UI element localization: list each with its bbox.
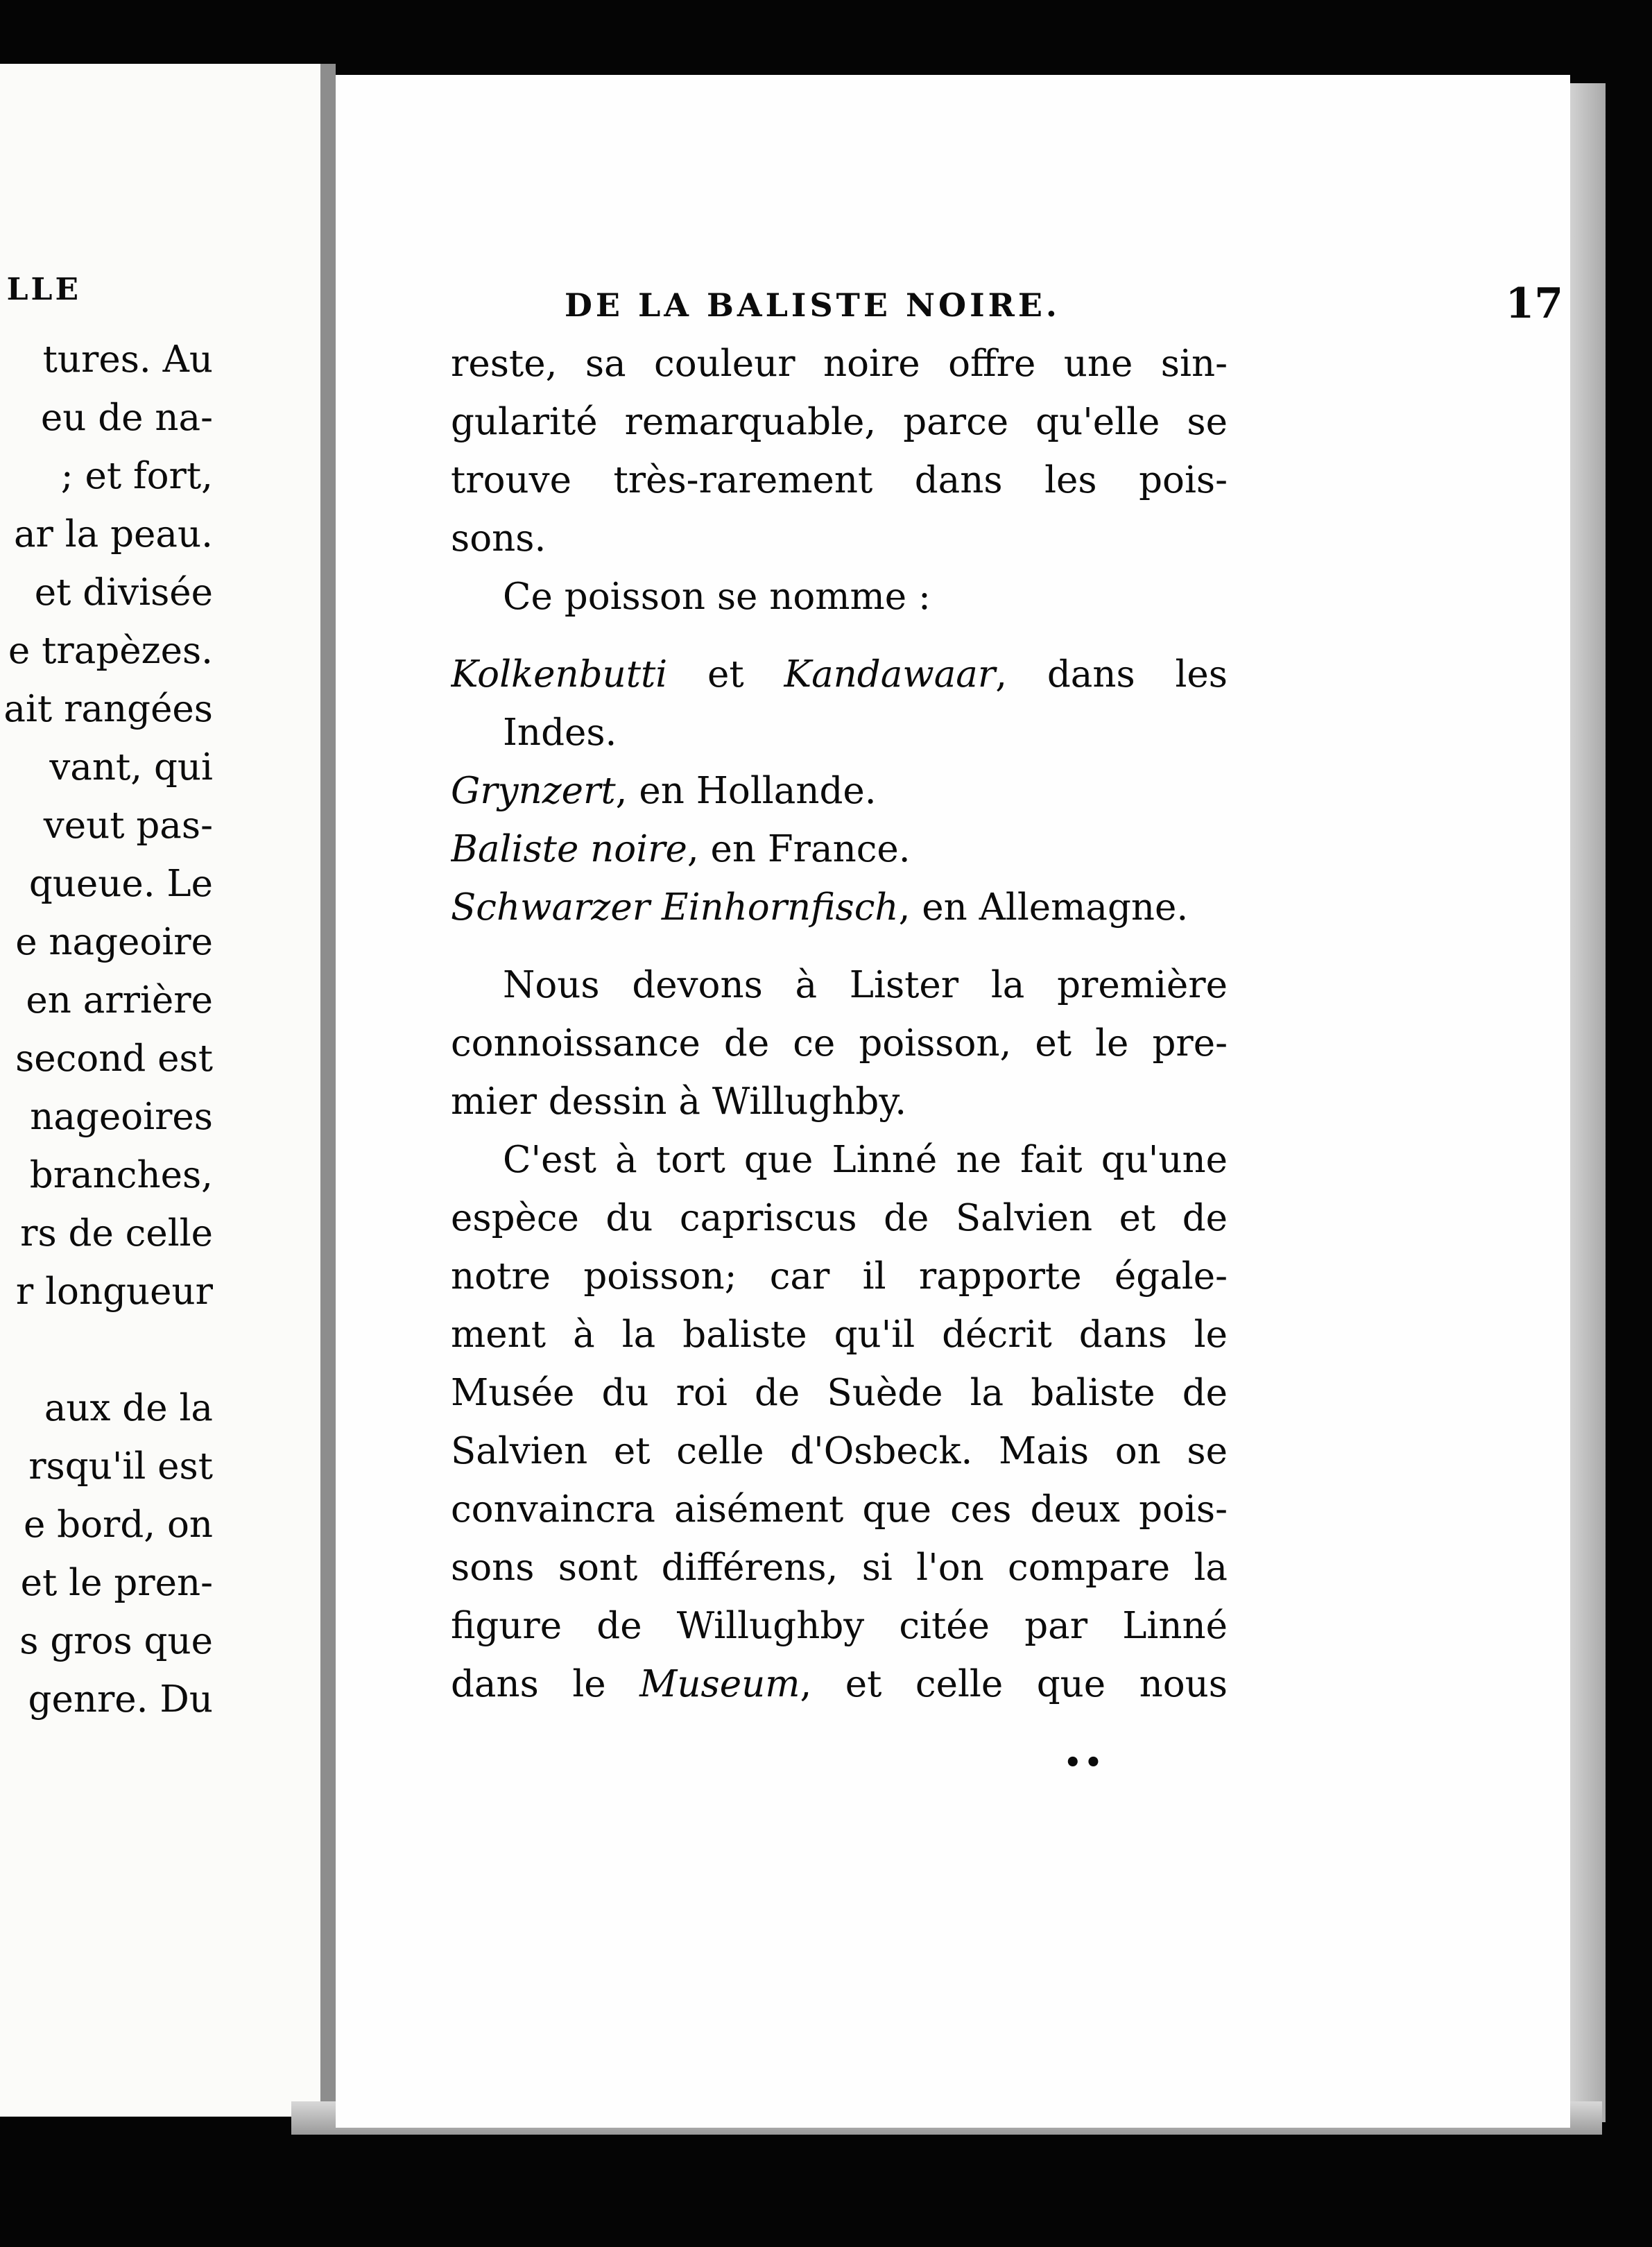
name-region: , en Hollande. — [615, 770, 877, 812]
name-grynzert: Grynzert — [451, 770, 616, 812]
left-line: eu de na- — [40, 397, 213, 439]
left-line: genre. Du — [28, 1678, 213, 1721]
left-line: ait rangées — [3, 688, 213, 730]
name-region-continued: Indes. — [503, 712, 617, 754]
blank-space — [451, 937, 1228, 956]
book-gutter — [320, 64, 336, 2117]
page-number: 17 — [1505, 279, 1563, 328]
text-line: figure de Willughby citée par Linné — [451, 1605, 1228, 1647]
vernacular-name-line — [451, 820, 1228, 879]
left-line: branches, — [29, 1154, 213, 1196]
text-line: ment à la baliste qu'il décrit dans le — [451, 1314, 1228, 1356]
name-region: , en Allemagne. — [898, 886, 1189, 929]
text-line: notre poisson; car il rapporte égale- — [451, 1255, 1228, 1298]
left-line: e trapèzes. — [8, 630, 213, 672]
left-line: s gros que — [19, 1620, 213, 1662]
right-page — [336, 75, 1570, 2128]
left-line-gap — [0, 1321, 213, 1379]
text-line: reste, sa couleur noire offre une sin- — [451, 343, 1228, 385]
name-schwarzer-einhornfisch: Schwarzer Einhornfisch — [451, 886, 899, 929]
left-line: et le pren- — [20, 1562, 213, 1604]
name-connector: et — [667, 653, 784, 696]
paragraph-line: Nous devons à Lister la première — [503, 964, 1228, 1006]
text-line: connoissance de ce poisson, et le pre- — [451, 1022, 1228, 1065]
left-page-header: LLE — [6, 272, 81, 307]
left-line: ; et fort, — [60, 455, 213, 497]
text-line: Musée du roi de Suède la baliste de — [451, 1372, 1228, 1414]
museum-title: Museum — [639, 1663, 800, 1705]
vernacular-name-line — [451, 879, 1228, 937]
text-fragment: , et celle que nous — [800, 1663, 1228, 1705]
text-line: sons. — [451, 517, 547, 560]
running-head-title: DE LA BALISTE NOIRE. — [565, 286, 1060, 324]
text-line — [451, 1655, 1228, 1714]
page-body — [451, 335, 1228, 1714]
name-baliste-noire: Baliste noire — [451, 828, 687, 870]
left-line: aux de la — [44, 1387, 213, 1429]
running-head — [565, 279, 1563, 335]
name-region: , dans les — [995, 653, 1228, 696]
left-line: r longueur — [15, 1271, 213, 1313]
name-region: , en France. — [687, 828, 911, 870]
left-line: nageoires — [30, 1096, 213, 1138]
left-line: vant, qui — [49, 746, 213, 789]
vernacular-name-line — [451, 646, 1228, 704]
text-line: espèce du capriscus de Salvien et de — [451, 1197, 1228, 1239]
left-line: e nageoire — [15, 921, 213, 963]
text-fragment: dans le — [451, 1663, 640, 1705]
left-line: rsqu'il est — [28, 1445, 213, 1488]
vernacular-name-line — [451, 762, 1228, 820]
text-line: mier dessin à Willughby. — [451, 1081, 907, 1123]
left-line: et divisée — [34, 571, 213, 614]
left-line: veut pas- — [43, 804, 213, 847]
name-kandawaar: Kandawaar — [784, 653, 996, 696]
name-kolkenbutti: Kolkenbutti — [451, 653, 668, 696]
signature-mark: •• — [1064, 1746, 1105, 1779]
text-line: sons sont différens, si l'on compare la — [451, 1547, 1228, 1589]
left-line: e bord, on — [23, 1504, 213, 1546]
blank-space — [451, 626, 1228, 646]
left-page-text — [0, 331, 213, 1729]
text-line: gularité remarquable, parce qu'elle se — [451, 401, 1228, 443]
text-line: Salvien et celle d'Osbeck. Mais on se — [451, 1430, 1228, 1472]
left-line: ar la peau. — [13, 513, 213, 556]
left-line: en arrière — [26, 979, 213, 1022]
left-line: queue. Le — [28, 863, 213, 905]
left-line: second est — [15, 1038, 213, 1080]
paragraph-line: Ce poisson se nomme : — [503, 576, 931, 618]
text-line: convaincra aisément que ces deux pois- — [451, 1488, 1228, 1531]
paragraph-line: C'est à tort que Linné ne fait qu'une — [503, 1139, 1228, 1181]
left-line: tures. Au — [42, 338, 213, 381]
text-line: trouve très-rarement dans les pois- — [451, 459, 1228, 501]
left-line: rs de celle — [20, 1212, 213, 1255]
left-page — [0, 64, 320, 2117]
